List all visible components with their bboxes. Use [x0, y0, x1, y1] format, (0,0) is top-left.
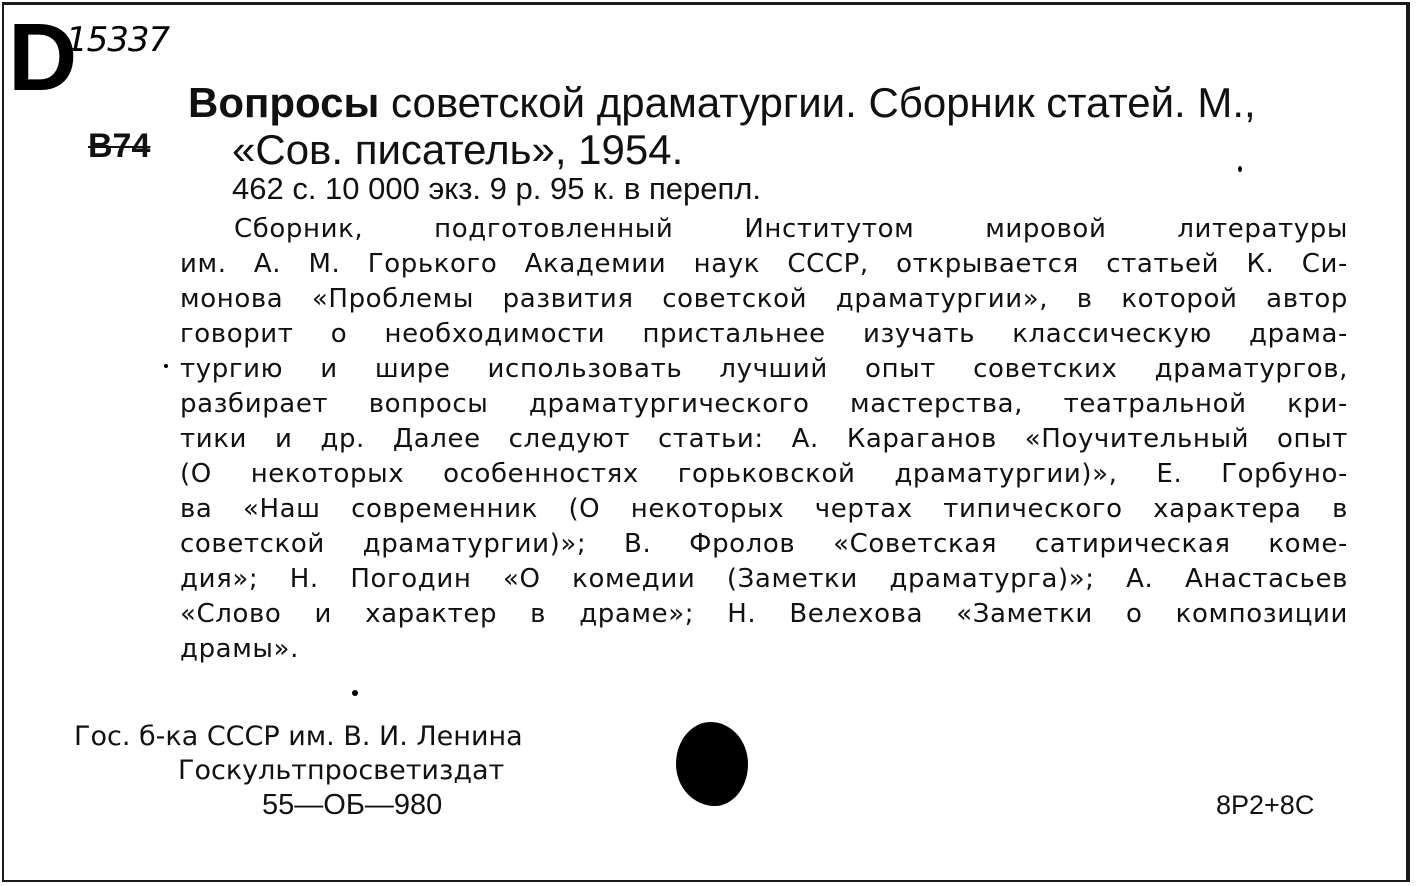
annotation-line: (О некоторых особенностях горьковской драматургии)», Е. Горбуно- — [180, 459, 1348, 489]
annotation-line: ва «Наш современник (О некоторых чертах типического характера в — [180, 494, 1348, 524]
annotation — [180, 212, 1348, 667]
annotation-line: монова «Проблемы развития советской драматургии», в которой автор — [180, 284, 1348, 314]
order-number: 55—ОБ—980 — [262, 789, 443, 821]
classification-code: B74 — [88, 127, 151, 165]
title-bold-word: Вопросы — [188, 79, 380, 126]
annotation-line: говорит о необходимости пристальнее изучать классическую драма- — [180, 319, 1348, 349]
title-rest: советской драматургии. Сборник статей. М., — [379, 79, 1256, 126]
imprint: 462 с. 10 000 экз. 9 р. 95 к. в перепл. — [232, 171, 761, 206]
annotation-line: советской драматургии)»; В. Фролов «Советская сатирическая коме- — [180, 529, 1348, 559]
annotation-line: «Слово и характер в драме»; Н. Велехова «Заметки о композиции — [180, 599, 1348, 629]
ink-speck — [352, 690, 358, 696]
publisher-line: «Сов. писатель», 1954. — [232, 126, 684, 173]
ink-speck — [1238, 166, 1242, 172]
book-title — [188, 78, 1256, 128]
annotation-line: тики и др. Далее следуют статьи: А. Караганов «Поучительный опыт — [180, 424, 1348, 454]
annotation-line: дия»; Н. Погодин «О комедии (Заметки драматурга)»; А. Анастасьев — [180, 564, 1348, 594]
annotation-line: Сборник, подготовленный Институтом мировой литературы — [234, 214, 1348, 244]
library-name: Гос. б-ка СССР им. В. И. Ленина — [74, 721, 523, 752]
shelf-code: 8Р2+8С — [1216, 790, 1315, 820]
annotation-line: им. А. М. Горького Академии наук СССР, открывается статьей К. Си- — [180, 249, 1348, 279]
letter-mark: D — [8, 4, 76, 111]
annotation-line: драмы». — [180, 634, 299, 664]
publisher-organization: Госкультпросветиздат — [178, 755, 505, 786]
annotation-line: тургию и шире использовать лучший опыт советских драматургов, — [180, 354, 1348, 384]
ink-speck — [164, 364, 168, 368]
accession-number: 15337 — [66, 20, 170, 60]
annotation-line: разбирает вопросы драматургического мастерства, театральной кри- — [180, 389, 1348, 419]
punch-hole — [676, 722, 748, 806]
